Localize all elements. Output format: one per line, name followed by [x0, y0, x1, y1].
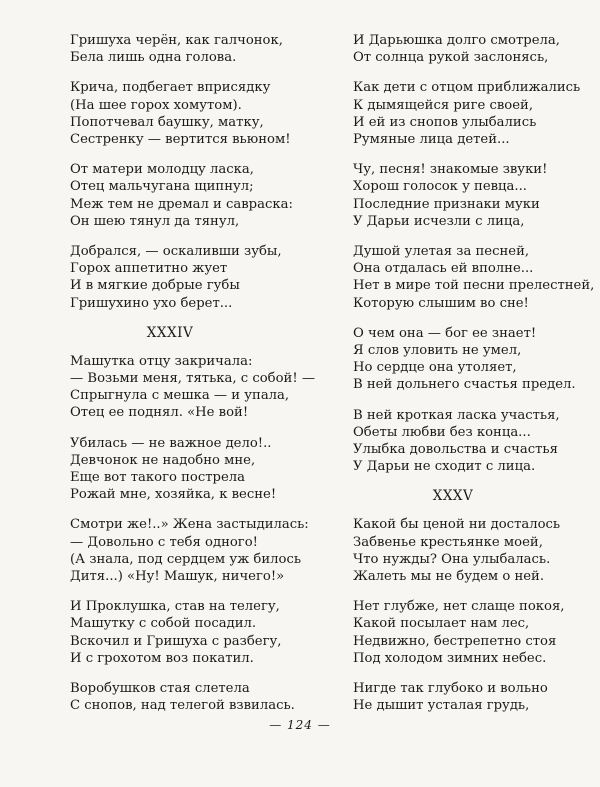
verse-line: Румяные лица детей... — [353, 132, 510, 148]
stanza — [70, 680, 330, 714]
verse-line: Еще вот такого пострела — [70, 470, 246, 486]
verse-line: Крича, подбегает вприсядку — [70, 80, 271, 96]
verse-line: В ней дольнего счастья предел. — [353, 377, 576, 393]
verse-line: И Дарьюшка долго смотрела, — [353, 33, 560, 48]
verse-line: Вскочил и Гришуха с разбегу, — [70, 633, 282, 649]
verse-line: И ей из снопов улыбались — [353, 114, 537, 130]
verse-line: Машутку с собой посадил. — [70, 616, 257, 632]
stanza — [353, 325, 600, 394]
verse-line: И Проклушка, став на телегу, — [70, 599, 280, 615]
verse-line: Отец мальчугана щипнул; — [70, 179, 254, 195]
verse-line: — Возьми меня, тятька, с собой! — — [70, 371, 316, 387]
verse-line: Попотчевал баушку, матку, — [70, 114, 264, 130]
verse-line: Нигде так глубоко и вольно — [353, 681, 548, 697]
verse-line: Смотри же!..» Жена застыдилась: — [70, 517, 309, 533]
stanza — [353, 32, 600, 66]
verse-line: Под холодом зимних небес. — [353, 650, 547, 666]
chapter-heading: XXXV — [432, 488, 474, 505]
stanza — [70, 243, 330, 312]
page-number: — 124 — — [269, 718, 331, 732]
stanza — [70, 32, 330, 66]
stanza — [70, 435, 330, 504]
verse-line: Хорош голосок у певца... — [353, 179, 527, 195]
verse-line: Недвижно, бестрепетно стоя — [353, 633, 557, 649]
stanza — [70, 516, 330, 585]
verse-line: И с грохотом воз покатил. — [70, 650, 254, 666]
verse-line: Которую слышим во сне! — [353, 295, 529, 311]
verse-line: От солнца рукой заслонясь, — [353, 50, 549, 66]
verse-line: Что нужды? Она улыбалась. — [353, 551, 551, 567]
verse-line: От матери молодцу ласка, — [70, 162, 254, 178]
verse-line: У Дарьи исчезли с лица, — [353, 213, 525, 229]
verse-line: Чу, песня! знакомые звуки! — [353, 162, 548, 178]
verse-line: Душой улетая за песней, — [353, 244, 530, 260]
left-column — [70, 32, 330, 728]
verse-line: Рожай мне, хозяйка, к весне! — [70, 487, 277, 503]
verse-line: Не дышит усталая грудь, — [353, 698, 530, 714]
verse-line: Девчонок не надобно мне, — [70, 452, 256, 468]
stanza — [353, 243, 600, 312]
verse-line: Последние признаки муки — [353, 196, 540, 212]
verse-line: С снопов, над телегой взвилась. — [70, 698, 295, 714]
verse-line: Она отдалась ей вполне... — [353, 261, 534, 277]
verse-line: Сестренку — вертится вьюном! — [70, 132, 291, 148]
stanza — [353, 516, 600, 585]
verse-line: Забвенье крестьянке моей, — [353, 534, 543, 550]
verse-line: У Дарьи не сходит с лица. — [353, 459, 536, 475]
verse-line: Воробушков стая слетела — [70, 681, 250, 697]
verse-line: Какой бы ценой ни досталось — [353, 517, 561, 533]
stanza — [70, 598, 330, 667]
verse-line: Жалеть мы не будем о ней. — [353, 569, 545, 585]
stanza — [353, 407, 600, 476]
stanza — [353, 161, 600, 230]
verse-line: Нет глубже, нет слаще покоя, — [353, 599, 565, 615]
verse-line: Как дети с отцом приближались — [353, 80, 581, 96]
verse-line: Обеты любви без конца... — [353, 424, 531, 440]
verse-line: Горох аппетитно жует — [70, 261, 228, 277]
stanza — [353, 79, 600, 148]
verse-line: Добрался, — оскаливши зубы, — [70, 244, 282, 260]
verse-line: Он шею тянул да тянул, — [70, 213, 240, 229]
stanza — [70, 79, 330, 148]
chapter-heading: XXXIV — [146, 324, 194, 341]
verse-line: Машутка отцу закричала: — [70, 353, 253, 369]
verse-line: (А знала, под сердцем уж билось — [70, 551, 302, 567]
stanza — [353, 680, 600, 714]
verse-line: Спрыгнула с мешка — и упала, — [70, 388, 290, 404]
verse-line: Я слов уловить не умел, — [353, 343, 522, 359]
stanza — [70, 353, 330, 422]
verse-line: Нет в мире той песни прелестней, — [353, 278, 595, 294]
verse-line: Убилась — не важное дело!.. — [70, 435, 272, 451]
verse-line: И в мягкие добрые губы — [70, 278, 240, 294]
verse-line: Отец ее поднял. «Не вой! — [70, 405, 249, 421]
verse-line: Какой посылает нам лес, — [353, 616, 530, 632]
verse-line: Меж тем не дремал и савраска: — [70, 196, 293, 212]
verse-line: Гришуха черён, как галчонок, — [70, 33, 283, 48]
stanza — [353, 598, 600, 667]
verse-line: В ней кроткая ласка участья, — [353, 407, 560, 423]
verse-line: — Довольно с тебя одного! — [70, 534, 258, 550]
verse-line: К дымящейся риге своей, — [353, 97, 534, 113]
verse-line: Улыбка довольства и счастья — [353, 442, 558, 458]
verse-line: Бела лишь одна голова. — [70, 50, 237, 66]
verse-line: Дитя...) «Ну! Машук, ничего!» — [70, 569, 285, 585]
verse-line: (На шее горох хомутом). — [70, 97, 242, 113]
stanza — [70, 161, 330, 230]
verse-line: О чем она — бог ее знает! — [353, 325, 537, 341]
right-column — [353, 32, 600, 728]
verse-line: Гришухино ухо берет... — [70, 295, 233, 311]
verse-line: Но сердце она утоляет, — [353, 360, 517, 376]
